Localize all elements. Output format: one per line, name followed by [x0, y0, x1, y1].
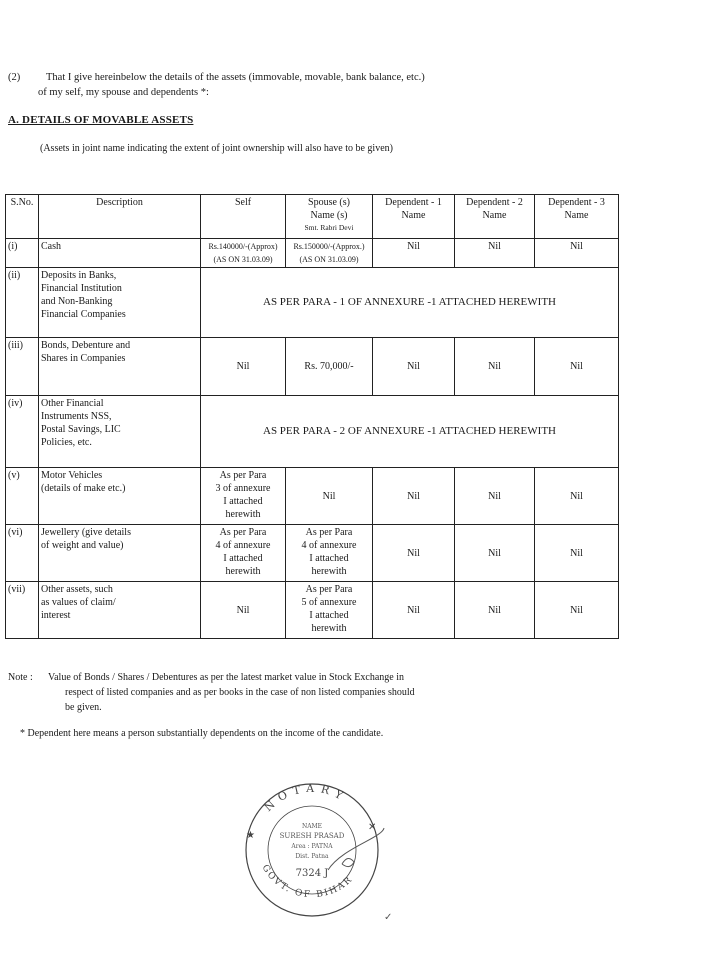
dependent-definition: * Dependent here means a person substantially dependents on the income of the candidate. [20, 728, 384, 739]
row-number: (i) [6, 239, 39, 268]
spouse-name: Smt. Rabri Devi [304, 223, 354, 232]
cell-dependent-3: Nil [535, 582, 619, 639]
table-row [6, 396, 619, 468]
cell-self: Rs.140000/-(Approx) (AS ON 31.03.09) [201, 239, 286, 268]
cell-dependent-1: Nil [373, 338, 455, 396]
cell-self: As per Para 3 of annexure I attached herewith [201, 468, 286, 525]
cell-dependent-2: Nil [455, 239, 535, 268]
table-header-row [6, 195, 619, 239]
svg-text:NOTARY: NOTARY [261, 781, 351, 815]
row-number: (vi) [6, 525, 39, 582]
table-row [6, 582, 619, 639]
cell-self: Nil [201, 582, 286, 639]
note-line-3: be given. [65, 702, 102, 713]
cell-self: Nil [201, 338, 286, 396]
row-description: Deposits in Banks, Financial Institution and Non-Banking Financial Companies [39, 268, 201, 338]
svg-text:Dist. Patna: Dist. Patna [295, 853, 329, 860]
header-self: Self [201, 195, 286, 239]
header-dependent-2: Dependent - 2 Name [455, 195, 535, 239]
intro-line-2: of my self, my spouse and dependents *: [38, 87, 209, 98]
intro-number: (2) [8, 72, 21, 83]
cell-spouse: Rs. 70,000/- [286, 338, 373, 396]
row-description: Cash [39, 239, 201, 268]
cell-dependent-3: Nil [535, 239, 619, 268]
cell-spouse: As per Para 4 of annexure I attached herewith [286, 525, 373, 582]
intro-line-1: That I give hereinbelow the details of the assets (immovable, movable, bank balance, etc.) [46, 72, 425, 83]
note-label: Note : [8, 672, 33, 683]
valuation-note [8, 670, 478, 715]
cell-dependent-1: Nil [373, 582, 455, 639]
header-dependent-1: Dependent - 1 Name [373, 195, 455, 239]
header-dependent-3: Dependent - 3 Name [535, 195, 619, 239]
row-number: (ii) [6, 268, 39, 338]
header-spouse: Spouse (s) Name (s) Smt. Rabri Devi [286, 195, 373, 239]
cell-spouse: As per Para 5 of annexure I attached herewith [286, 582, 373, 639]
table-row [6, 239, 619, 268]
cell-dependent-3: Nil [535, 468, 619, 525]
pen-mark: ✓ [384, 912, 393, 923]
note-line-2: respect of listed companies and as per books in the case of non listed companies should [65, 687, 415, 698]
row-description: Other assets, such as values of claim/ interest [39, 582, 201, 639]
svg-text:GOVT. OF BIHAR: GOVT. OF BIHAR [259, 863, 356, 901]
cell-dependent-2: Nil [455, 582, 535, 639]
cell-dependent-3: Nil [535, 525, 619, 582]
movable-assets-table [5, 194, 619, 639]
row-number: (vii) [6, 582, 39, 639]
table-row [6, 268, 619, 338]
row-number: (v) [6, 468, 39, 525]
cell-dependent-1: Nil [373, 239, 455, 268]
cell-dependent-3: Nil [535, 338, 619, 396]
row-description: Jewellery (give details of weight and value) [39, 525, 201, 582]
cell-dependent-2: Nil [455, 338, 535, 396]
row-number: (iv) [6, 396, 39, 468]
svg-text:7324 J: 7324 J [295, 868, 329, 879]
intro-statement [8, 70, 528, 100]
header-sno: S.No. [6, 195, 39, 239]
cell-dependent-1: Nil [373, 468, 455, 525]
svg-text:★: ★ [246, 830, 255, 841]
table-row [6, 525, 619, 582]
cell-dependent-1: Nil [373, 525, 455, 582]
notary-stamp-seal [232, 778, 392, 918]
merged-annexure-cell: AS PER PARA - 2 OF ANNEXURE -1 ATTACHED HEREWITH [201, 396, 619, 468]
cell-spouse: Rs.150000/-(Approx.) (AS ON 31.03.09) [286, 239, 373, 268]
cell-spouse: Nil [286, 468, 373, 525]
row-description: Bonds, Debenture and Shares in Companies [39, 338, 201, 396]
cell-dependent-2: Nil [455, 468, 535, 525]
row-description: Other Financial Instruments NSS, Postal Savings, LIC Policies, etc. [39, 396, 201, 468]
svg-text:✕: ✕ [368, 822, 377, 833]
table-row [6, 468, 619, 525]
section-subtext: (Assets in joint name indicating the extent of joint ownership will also have to be given) [40, 143, 393, 154]
merged-annexure-cell: AS PER PARA - 1 OF ANNEXURE -1 ATTACHED HEREWITH [201, 268, 619, 338]
table-row [6, 338, 619, 396]
svg-text:Area : PATNA: Area : PATNA [291, 843, 333, 850]
row-number: (iii) [6, 338, 39, 396]
svg-text:SURESH PRASAD: SURESH PRASAD [279, 832, 345, 840]
cell-self: As per Para 4 of annexure I attached herewith [201, 525, 286, 582]
svg-text:NAME: NAME [301, 823, 323, 830]
note-line-1: Value of Bonds / Shares / Debentures as per the latest market value in Stock Exchange in [48, 672, 405, 683]
row-description: Motor Vehicles (details of make etc.) [39, 468, 201, 525]
header-description: Description [39, 195, 201, 239]
cell-dependent-2: Nil [455, 525, 535, 582]
section-heading: A. DETAILS OF MOVABLE ASSETS [8, 114, 194, 126]
